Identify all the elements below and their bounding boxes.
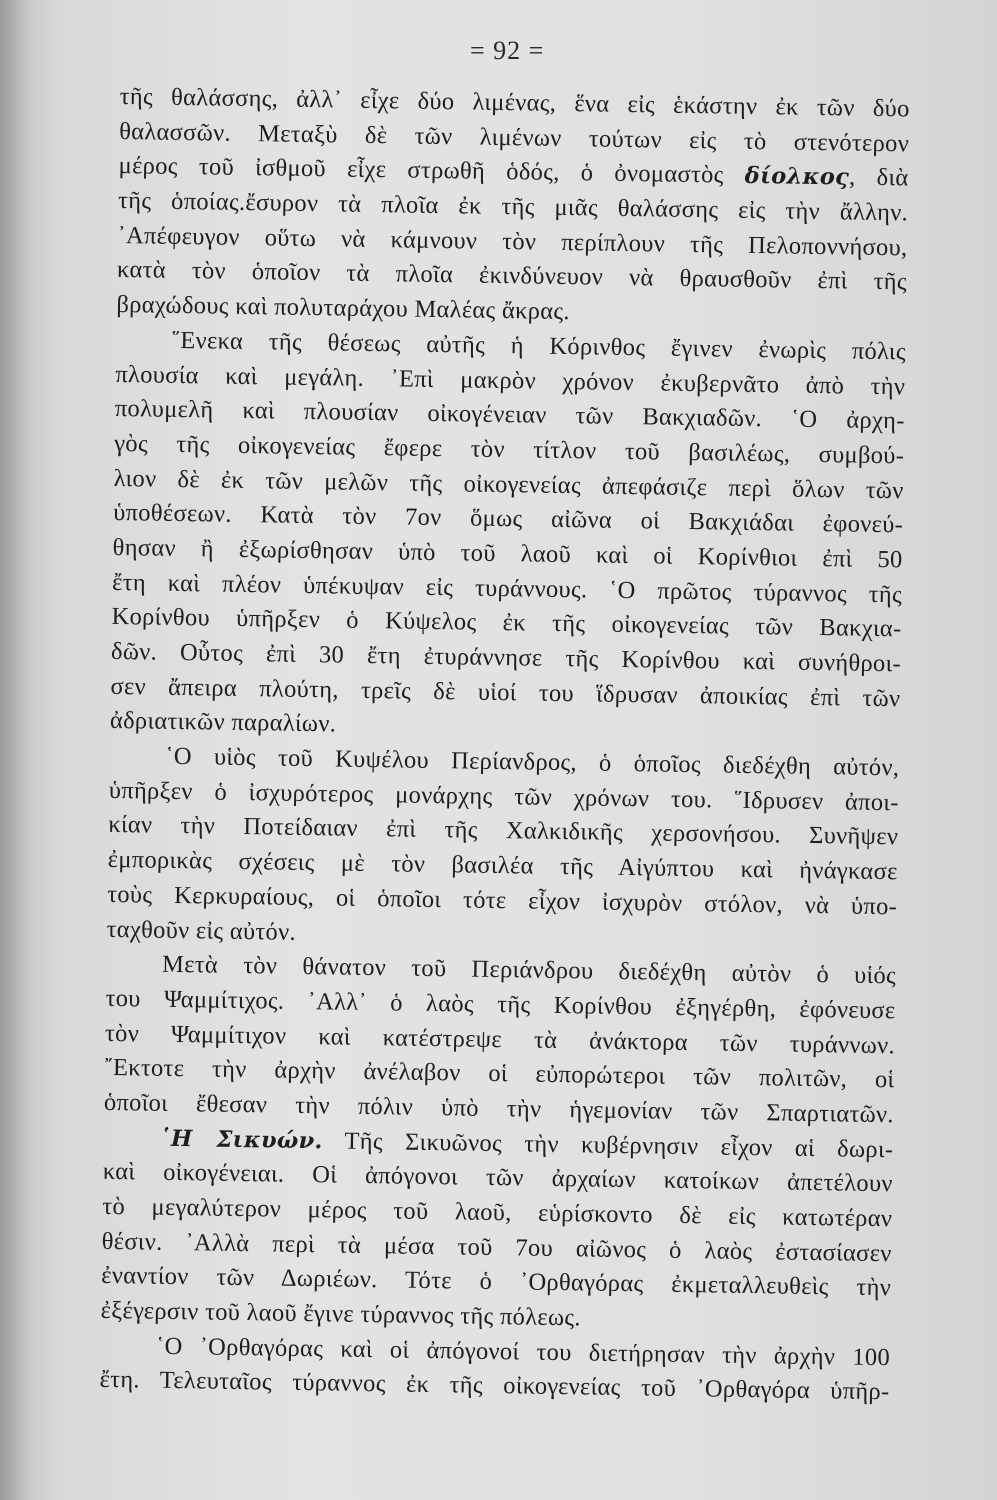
text-line: ῎Εκτοτε τὴν ἀρχὴν ἀνέλαβον οἱ εὐπορώτεροι τῶν πολιτῶν, οἱ (104, 1054, 895, 1094)
text-line: βραχώδους καὶ πολυταράχου Μαλέας ἄκρας. (116, 291, 571, 326)
text-line-part: , διὰ (848, 163, 909, 192)
section-heading-sikyon: ῾Η Σικυών. (159, 1125, 323, 1154)
text-line: πλουσία καὶ μεγάλη. ᾽Επὶ μακρὸν χρόνον ἐκυβερνᾶτο ἀπὸ τὴν (115, 360, 906, 400)
text-line: θέσιν. ᾽Αλλὰ περὶ τὰ μέσα τοῦ 7ου αἰῶνος ὁ λαὸς ἐστασίασεν (101, 1227, 892, 1267)
text-line: πολυμελῆ καὶ πλουσίαν οἰκογένειαν τῶν Βακχιαδῶν. ῾Ο ἀρχη- (114, 395, 905, 435)
text-line: ἐμπορικὰς σχέσεις μὲ τὸν βασιλέα τῆς Αἰγύπτου καὶ ἠνάγκασε (107, 846, 898, 886)
text-line: θησαν ἢ ἐξωρίσθησαν ὑπὸ τοῦ λαοῦ καὶ οἱ Κορίνθιοι ἐπὶ 50 (112, 533, 903, 574)
text-line: του Ψαμμίτιχος. ᾽Αλλ᾽ ὁ λαὸς τῆς Κορίνθου ἐξηγέρθη, ἐφόνευσε (105, 984, 896, 1025)
text-line: ὑποθέσεων. Κατὰ τὸν 7ον ὅμως αἰῶνα οἱ Βακχιάδαι ἐφονεύ- (112, 499, 904, 539)
text-line: δῶν. Οὗτος ἐπὶ 30 ἔτη ἐτυράννησε τῆς Κορίνθου καὶ συνήθροι- (110, 637, 902, 678)
text-line: καὶ οἰκογένειαι. Οἱ ἀπόγονοι τῶν ἀρχαίων κατοίκων ἀπετέλουν (102, 1158, 893, 1198)
text-line: ἔτη. Τελευταῖος τύραννος ἐκ τῆς οἰκογενείας τοῦ ᾽Ορθαγόρα ὑπῆρ- (99, 1366, 890, 1406)
text-line-part: μέρος τοῦ ἰσθμοῦ εἶχε στρωθῆ ὁδός, ὁ ὀνομαστὸς (118, 152, 724, 189)
text-line: ἀδριατικῶν παραλίων. (109, 707, 337, 738)
text-line: σεν ἄπειρα πλούτη, τρεῖς δὲ υἱοί του ἵδρυσαν ἀποικίας ἐπὶ τῶν (110, 672, 901, 713)
binding-shadow (0, 0, 30, 1500)
text-line-part: Τῆς Σικυῶνος τὴν κυβέρνησιν εἶχον αἱ δωρι- (344, 1127, 894, 1163)
body-text (99, 80, 910, 1410)
text-line: τοὺς Κερκυραίους, οἱ ὁποῖοι τότε εἶχον ἰσχυρὸν στόλον, νὰ ὑπο- (106, 880, 898, 921)
text-line: ἔτη καὶ πλέον ὑπέκυψαν εἰς τυράννους. ῾Ο πρῶτος τύραννος τῆς (111, 568, 903, 608)
text-line: Κορίνθου ὑπῆρξεν ὁ Κύψελος ἐκ τῆς οἰκογενείας τῶν Βακχια- (111, 603, 902, 643)
text-line: τὸν Ψαμμίτιχον καὶ κατέστρεψε τὰ ἀνάκτορα τῶν τυράννων. (104, 1019, 896, 1059)
emphasized-term-diolkos: δίολκος (744, 163, 850, 191)
text-line: θαλασσῶν. Μεταξὺ δὲ τῶν λιμένων τούτων εἰς τὸ στενότερον (118, 117, 910, 158)
text-line: τῆς ὁποίας.ἔσυρον τὰ πλοῖα ἐκ τῆς μιᾶς θαλάσσης εἰς τὴν ἄλλην. (117, 187, 909, 227)
text-line: ταχθοῦν εἰς αὐτόν. (106, 915, 297, 946)
text-line: τὸ μεγαλύτερον μέρος τοῦ λαοῦ, εὑρίσκοντο δὲ εἰς κατωτέραν (102, 1192, 893, 1233)
text-line: λιον δὲ ἐκ τῶν μελῶν τῆς οἰκογενείας ἀπεφάσιζε περὶ ὅλων τῶν (113, 464, 904, 504)
text-line: ὑπῆρξεν ὁ ἰσχυρότερος μονάρχης τῶν χρόνων του. ῞Ιδρυσεν ἀποι- (108, 776, 899, 817)
text-line: ἐξέγερσιν τοῦ λαοῦ ἔγινε τύραννος τῆς πόλεως. (100, 1296, 582, 1332)
text-line: τῆς θαλάσσης, ἀλλ᾽ εἶχε δύο λιμένας, ἕνα εἰς ἑκάστην ἐκ τῶν δύο (119, 82, 910, 123)
text-line: ἐναντίον τῶν Δωριέων. Τότε ὁ ᾽Ορθαγόρας ἐκμεταλλευθεὶς τὴν (101, 1262, 892, 1302)
page-number: = 92 = (470, 36, 545, 65)
text-line: ᾽Απέφευγον οὕτω νὰ κάμνουν τὸν περίπλουν τῆς Πελοποννήσου, (117, 221, 908, 262)
text-line: ῞Ενεκα τῆς θέσεως αὐτῆς ἡ Κόρινθος ἔγινεν ἐνωρὶς πόλις (171, 326, 907, 366)
text-line: κατὰ τὸν ὁποῖον τὰ πλοῖα ἐκινδύνευον νὰ θραυσθοῦν ἐπὶ τῆς (116, 256, 908, 296)
text-line: ὁποῖοι ἔθεσαν τὴν πόλιν ὑπὸ τὴν ἡγεμονίαν τῶν Σπαρτιατῶν. (103, 1088, 895, 1129)
text-line: Μετὰ τὸν θάνατον τοῦ Περιάνδρου διεδέχθη αὐτὸν ὁ υἱός (161, 950, 897, 990)
text-line: κίαν τὴν Ποτείδαιαν ἐπὶ τῆς Χαλκιδικῆς χερσονήσου. Συνῆψεν (108, 811, 899, 851)
text-line: γὸς τῆς οἰκογενείας ἔφερε τὸν τίτλον τοῦ βασιλέως, συμβού- (114, 429, 905, 470)
text-line: ῾Ο ᾽Ορθαγόρας καὶ οἱ ἀπόγονοί του διετήρησαν τὴν ἀρχὴν 100 (155, 1332, 891, 1372)
text-line: ῾Ο υἱὸς τοῦ Κυψέλου Περίανδρος, ὁ ὁποῖος διεδέχθη αὐτόν, (165, 742, 900, 782)
